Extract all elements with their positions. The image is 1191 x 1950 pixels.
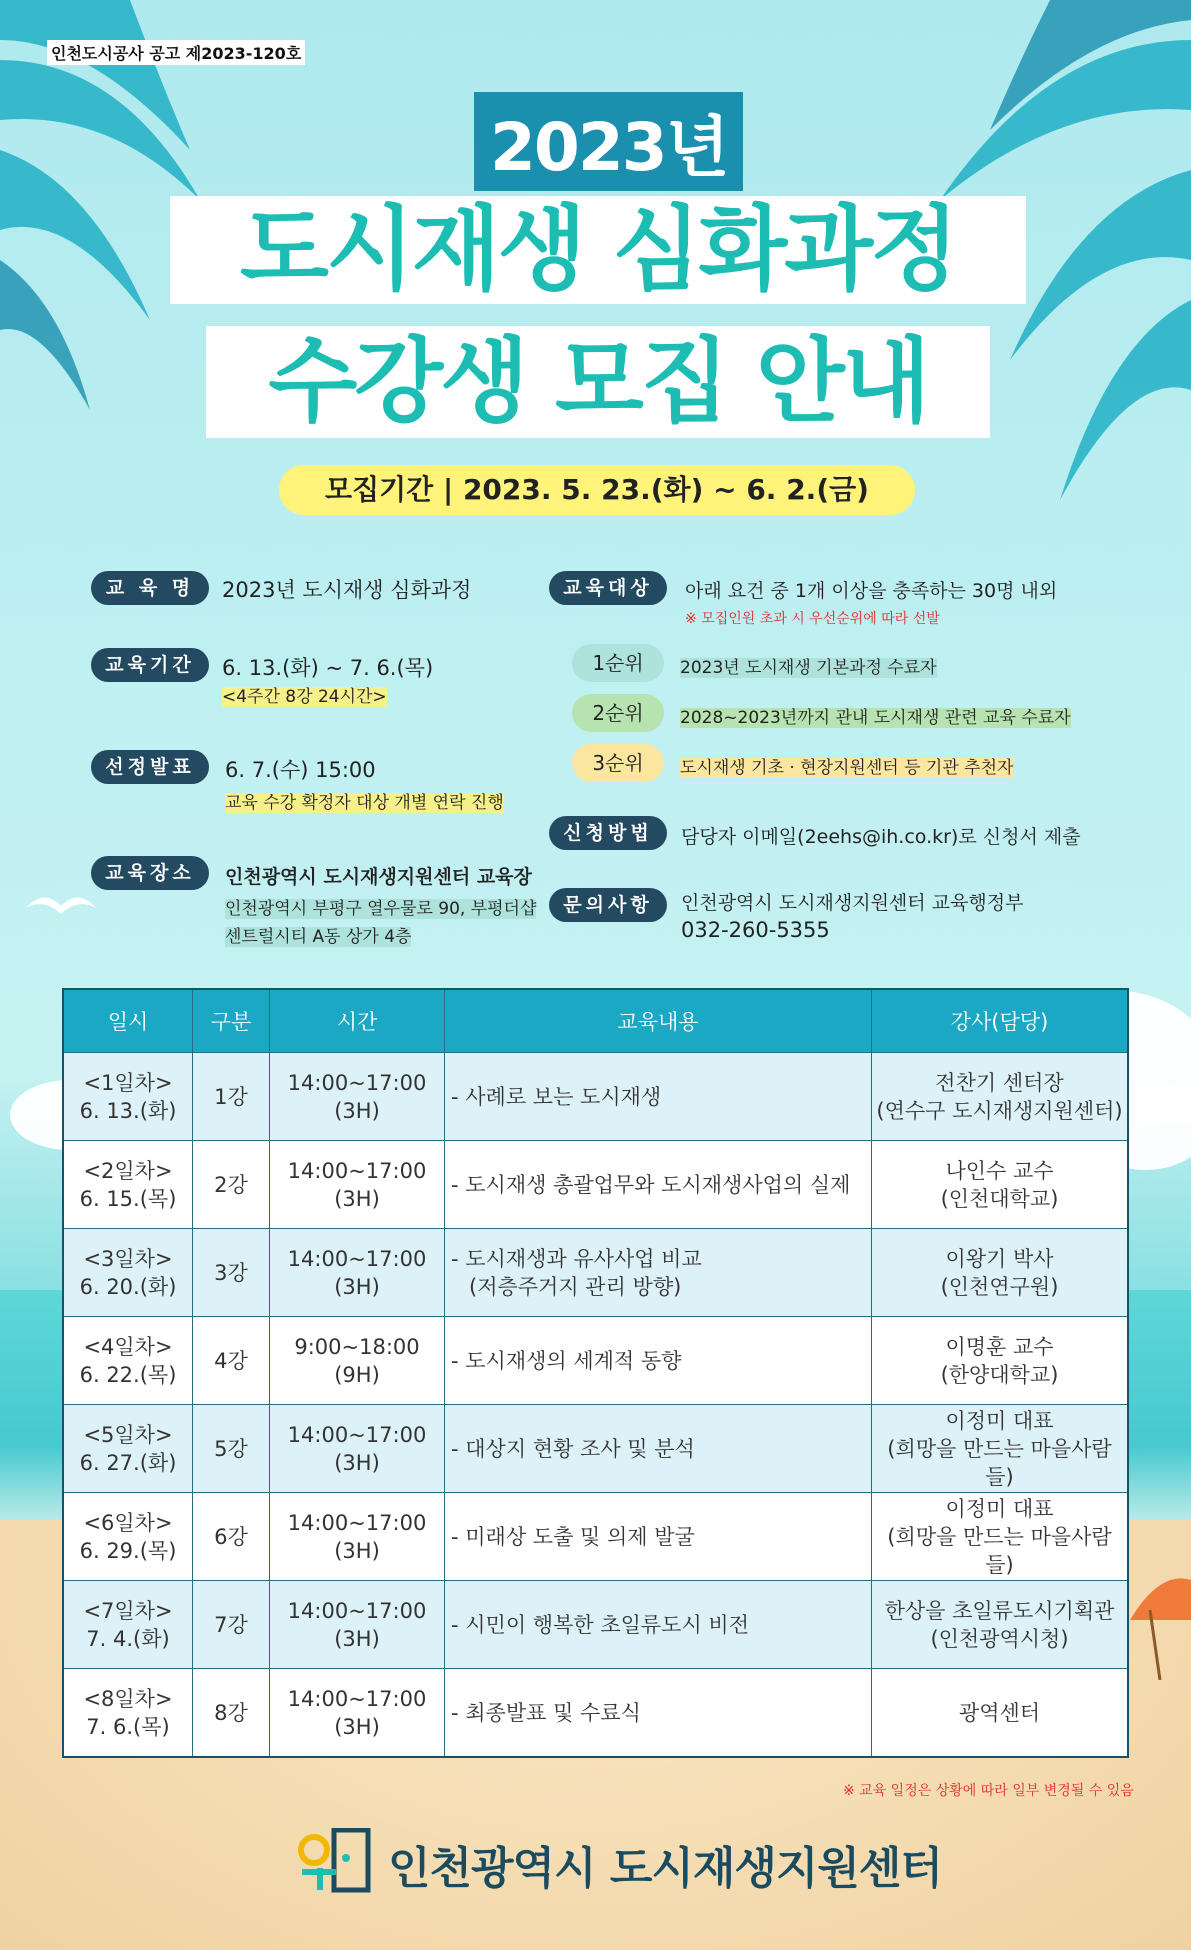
lecturer-org: (희망을 만드는 마을사람들) [887, 1436, 1112, 1489]
cell-date [63, 1317, 193, 1405]
time-label: 9:00~18:00 [294, 1334, 420, 1359]
hours-label: (3H) [334, 1274, 380, 1299]
cell-date [63, 1581, 193, 1669]
lecturer-name: 전찬기 센터장 [935, 1070, 1064, 1095]
cell-content [445, 1141, 872, 1229]
lecturer-name: 나인수 교수 [945, 1158, 1054, 1183]
center-logo-icon [296, 1828, 372, 1896]
rank-3-badge: 3순위 [572, 744, 664, 782]
announce-date: 6. 7.(수) 15:00 [225, 758, 376, 782]
session-label: 6강 [214, 1524, 248, 1549]
year-title: 2023년 [474, 92, 743, 191]
cell-time [270, 1141, 445, 1229]
content-label: - 도시재생의 세계적 동향 [451, 1348, 682, 1373]
date-label: 6. 27.(화) [79, 1450, 177, 1475]
cell-session [193, 1317, 270, 1405]
session-label: 2강 [214, 1172, 248, 1197]
date-label: 6. 13.(화) [79, 1098, 177, 1123]
hours-label: (9H) [334, 1362, 380, 1387]
time-label: 14:00~17:00 [287, 1158, 427, 1183]
cell-session [193, 1053, 270, 1141]
cell-time [270, 1493, 445, 1581]
content-label: - 사례로 보는 도시재생 [451, 1084, 662, 1109]
announce-note [225, 788, 504, 813]
table-row [63, 1405, 1128, 1493]
lecturer-name: 한상을 초일류도시기획관 [884, 1598, 1115, 1623]
cell-time [270, 1229, 445, 1317]
day-label: <7일차> [83, 1598, 173, 1623]
cell-session [193, 1229, 270, 1317]
label-apply: 신청방법 [549, 816, 667, 850]
cell-time [270, 1581, 445, 1669]
place-name: 인천광역시 도시재생지원센터 교육장 [225, 866, 532, 888]
cell-lecturer [872, 1493, 1129, 1581]
day-label: <6일차> [83, 1510, 173, 1535]
session-label: 8강 [214, 1700, 248, 1725]
cell-lecturer [872, 1317, 1129, 1405]
cell-session [193, 1581, 270, 1669]
schedule-table [62, 988, 1129, 1758]
rank-1-badge: 1순위 [572, 644, 664, 682]
time-label: 14:00~17:00 [287, 1246, 427, 1271]
hours-label: (3H) [334, 1450, 380, 1475]
session-label: 3강 [214, 1260, 248, 1285]
course-period: 6. 13.(화) ~ 7. 6.(목) [222, 656, 434, 680]
content-label: - 도시재생 총괄업무와 도시재생사업의 실제 [451, 1172, 851, 1197]
day-label: <1일차> [83, 1070, 173, 1095]
cell-time [270, 1317, 445, 1405]
cell-lecturer [872, 1229, 1129, 1317]
cell-content [445, 1053, 872, 1141]
cell-time [270, 1053, 445, 1141]
cell-content [445, 1493, 872, 1581]
hours-label: (3H) [334, 1714, 380, 1739]
target-note: ※ 모집인원 초과 시 우선순위에 따라 선발 [685, 611, 940, 627]
cell-content [445, 1229, 872, 1317]
lecturer-name: 이명훈 교수 [945, 1334, 1054, 1359]
session-label: 1강 [214, 1084, 248, 1109]
cell-session [193, 1141, 270, 1229]
page-title: 도시재생 심화과정 [170, 196, 1026, 304]
place-address-1 [225, 894, 536, 919]
table-header-row [63, 989, 1128, 1053]
course-name: 2023년 도시재생 심화과정 [222, 578, 472, 602]
rank-3-desc [680, 753, 1013, 778]
contact-phone: 032-260-5355 [681, 918, 830, 942]
header-time: 시간 [270, 989, 445, 1053]
cell-time [270, 1405, 445, 1493]
hours-label: (3H) [334, 1186, 380, 1211]
schedule-footnote: ※ 교육 일정은 상황에 따라 일부 변경될 수 있음 [843, 1783, 1134, 1799]
table-row [63, 1317, 1128, 1405]
session-label: 4강 [214, 1348, 248, 1373]
target-desc: 아래 요건 중 1개 이상을 충족하는 30명 내외 [685, 580, 1058, 602]
cell-content [445, 1669, 872, 1758]
cell-date [63, 1669, 193, 1758]
seagull-icon [26, 888, 96, 918]
session-label: 7강 [214, 1612, 248, 1637]
date-label: 7. 6.(목) [86, 1714, 170, 1739]
cell-content [445, 1581, 872, 1669]
header-lecturer: 강사(담당) [872, 989, 1129, 1053]
rank-1-desc [680, 653, 937, 678]
place-address-1-text: 인천광역시 부평구 열우물로 90, 부평더샵 [225, 899, 537, 919]
cell-session [193, 1669, 270, 1758]
table-row [63, 1229, 1128, 1317]
rank-3-desc-text: 도시재생 기초 · 현장지원센터 등 기관 추천자 [680, 758, 1014, 778]
time-label: 14:00~17:00 [287, 1422, 427, 1447]
time-label: 14:00~17:00 [287, 1686, 427, 1711]
label-target: 교육대상 [549, 571, 667, 605]
cell-date [63, 1229, 193, 1317]
lecturer-org: (한양대학교) [940, 1362, 1059, 1387]
table-row [63, 1141, 1128, 1229]
umbrella-icon [1130, 1570, 1191, 1680]
hours-label: (3H) [334, 1098, 380, 1123]
notice-number: 인천도시공사 공고 제2023-120호 [47, 40, 305, 65]
cell-session [193, 1405, 270, 1493]
cell-lecturer [872, 1669, 1129, 1758]
day-label: <5일차> [83, 1422, 173, 1447]
content-label: - 대상지 현황 조사 및 분석 [451, 1436, 695, 1461]
rank-1-desc-text: 2023년 도시재생 기본과정 수료자 [680, 658, 937, 678]
recruit-period-banner: 모집기간 | 2023. 5. 23.(화) ~ 6. 2.(금) [279, 465, 915, 515]
organization-name: 인천광역시 도시재생지원센터 [388, 1843, 942, 1894]
date-label: 6. 15.(목) [79, 1186, 177, 1211]
label-announce: 선정발표 [91, 750, 209, 784]
place-address-2-text: 센트럴시티 A동 상가 4층 [225, 927, 412, 947]
header-date: 일시 [63, 989, 193, 1053]
date-label: 6. 29.(목) [79, 1538, 177, 1563]
cell-lecturer [872, 1405, 1129, 1493]
apply-method: 담당자 이메일(2eehs@ih.co.kr)로 신청서 제출 [681, 826, 1081, 848]
announce-note-text: 교육 수강 확정자 대상 개별 연락 진행 [225, 793, 504, 813]
lecturer-org: (인천연구원) [940, 1274, 1059, 1299]
hours-label: (3H) [334, 1626, 380, 1651]
header-content: 교육내용 [445, 989, 872, 1053]
lecturer-org: (연수구 도시재생지원센터) [876, 1098, 1123, 1123]
table-row [63, 1493, 1128, 1581]
date-label: 6. 22.(목) [79, 1362, 177, 1387]
lecturer-name: 이왕기 박사 [945, 1246, 1054, 1271]
rank-2-desc [680, 703, 1071, 728]
day-label: <2일차> [83, 1158, 173, 1183]
label-course-name: 교 육 명 [91, 571, 209, 605]
rank-2-desc-text: 2028~2023년까지 관내 도시재생 관련 교육 수료자 [680, 708, 1071, 728]
label-place: 교육장소 [91, 856, 209, 890]
lecturer-org: (인천광역시청) [930, 1626, 1069, 1651]
content-label: - 시민이 행복한 초일류도시 비전 [451, 1612, 749, 1637]
rank-2-badge: 2순위 [572, 694, 664, 732]
content-label: - 도시재생과 유사사업 비교 [451, 1246, 702, 1271]
cell-content [445, 1317, 872, 1405]
course-period-note [222, 682, 387, 707]
day-label: <3일차> [83, 1246, 173, 1271]
lecturer-org: (인천대학교) [940, 1186, 1059, 1211]
table-row [63, 1581, 1128, 1669]
cell-session [193, 1493, 270, 1581]
lecturer-name: 이정미 대표 [945, 1496, 1054, 1521]
cell-date [63, 1053, 193, 1141]
cell-lecturer [872, 1141, 1129, 1229]
content-sub-label: (저층주거지 관리 방향) [469, 1274, 682, 1299]
lecturer-org: (희망을 만드는 마을사람들) [887, 1524, 1112, 1577]
day-label: <4일차> [83, 1334, 173, 1359]
contact-org: 인천광역시 도시재생지원센터 교육행정부 [681, 892, 1024, 914]
lecturer-name: 광역센터 [958, 1700, 1041, 1725]
label-course-period: 교육기간 [91, 648, 209, 682]
session-label: 5강 [214, 1436, 248, 1461]
cell-date [63, 1405, 193, 1493]
page-subtitle: 수강생 모집 안내 [206, 326, 990, 438]
time-label: 14:00~17:00 [287, 1598, 427, 1623]
time-label: 14:00~17:00 [287, 1510, 427, 1535]
day-label: <8일차> [83, 1686, 173, 1711]
content-label: - 미래상 도출 및 의제 발굴 [451, 1524, 695, 1549]
cell-date [63, 1493, 193, 1581]
place-address-2 [225, 922, 411, 947]
time-label: 14:00~17:00 [287, 1070, 427, 1095]
cell-date [63, 1141, 193, 1229]
content-label: - 최종발표 및 수료식 [451, 1700, 641, 1725]
cell-time [270, 1669, 445, 1758]
table-row [63, 1053, 1128, 1141]
lecturer-name: 이정미 대표 [945, 1408, 1054, 1433]
header-session: 구분 [193, 989, 270, 1053]
date-label: 6. 20.(화) [79, 1274, 177, 1299]
cell-content [445, 1405, 872, 1493]
course-period-note-text: <4주간 8강 24시간> [222, 687, 387, 707]
label-contact: 문의사항 [549, 888, 667, 922]
cell-lecturer [872, 1053, 1129, 1141]
table-row [63, 1669, 1128, 1758]
cell-lecturer [872, 1581, 1129, 1669]
date-label: 7. 4.(화) [86, 1626, 170, 1651]
hours-label: (3H) [334, 1538, 380, 1563]
